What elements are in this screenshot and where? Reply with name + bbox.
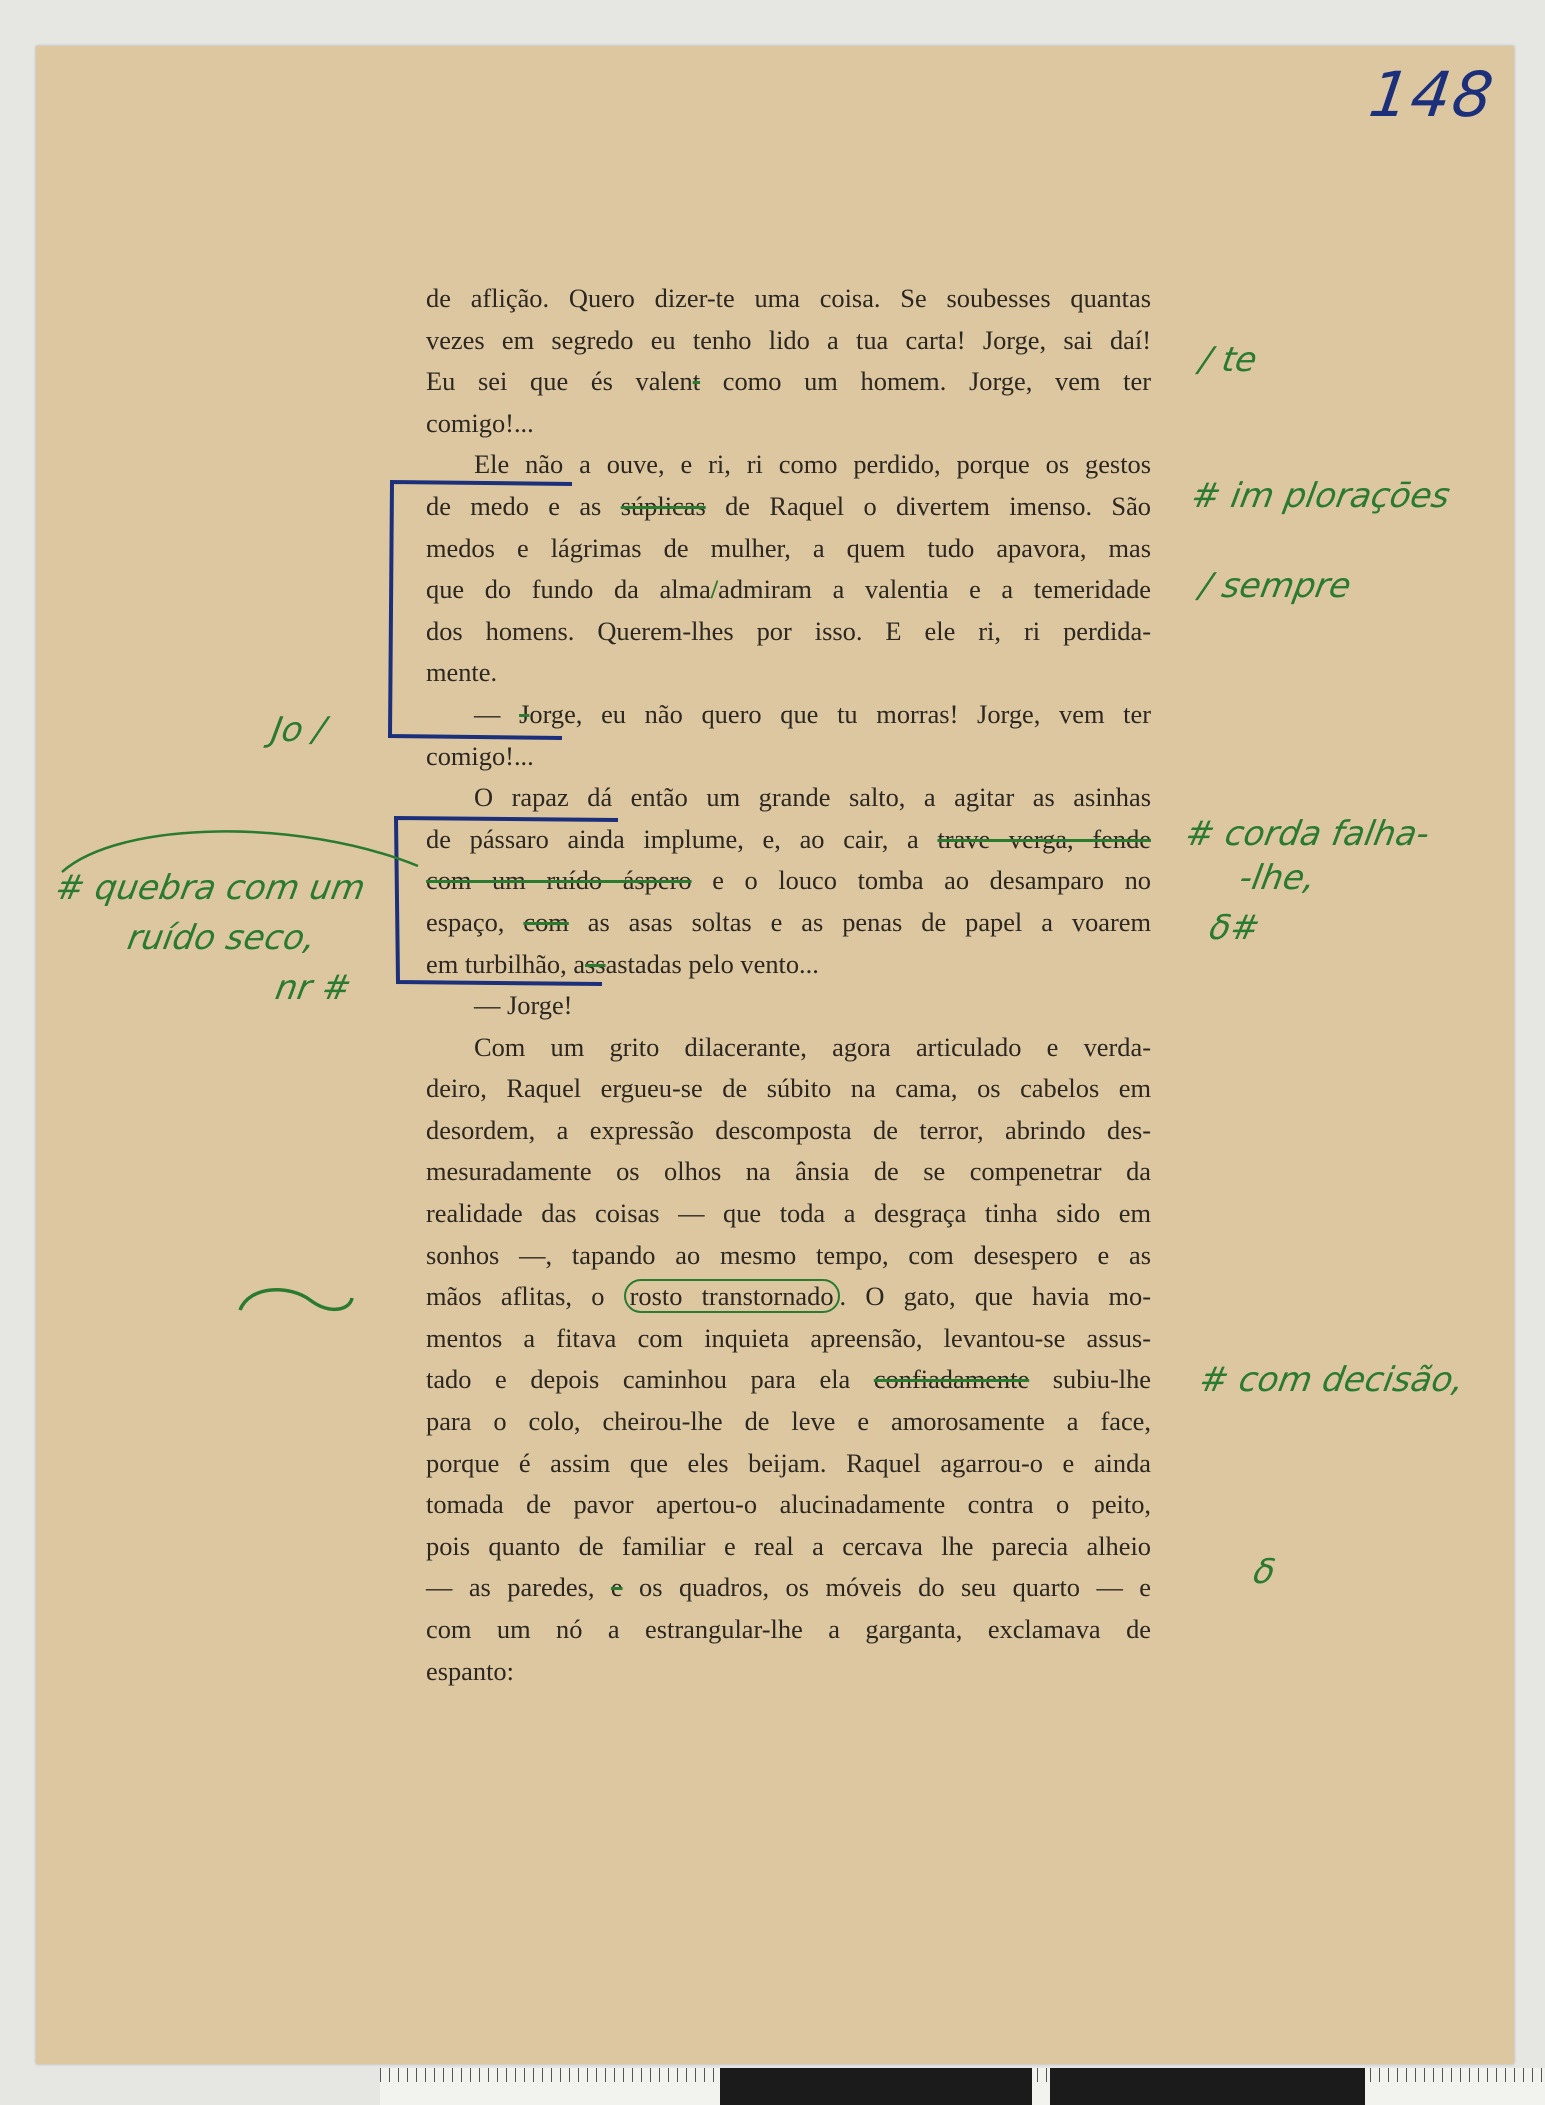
struck-phrase: trave verga, fende	[937, 823, 1151, 854]
page-number: 148	[1364, 58, 1500, 131]
margin-note-corda-2: -lhe,	[1236, 858, 1319, 898]
margin-note-decisao: # com decisão,	[1196, 1360, 1468, 1400]
transpose-squiggle-icon	[240, 1290, 352, 1310]
text-line: comigo!...	[426, 740, 534, 771]
text-line: mãos aflitas, o rosto transtornado . O gato, que havia mo-	[426, 1281, 1151, 1312]
green-guide-line	[62, 831, 418, 872]
text-line: tomada de pavor apertou-o alucinadamente contra o peito,	[426, 1489, 1151, 1520]
struck-letter: t	[692, 366, 701, 397]
text-line: porque é assim que eles beijam. Raquel agarrou-o e ainda	[426, 1447, 1151, 1478]
ruler-black-segment	[720, 2068, 1032, 2105]
text-line: Com um grito dilacerante, agora articulado e verda-	[474, 1031, 1151, 1062]
text-line: de pássaro ainda implume, e, ao cair, a trave verga, fende	[426, 823, 1151, 854]
struck-letter: J	[519, 698, 530, 729]
struck-letter: e	[610, 1572, 623, 1603]
text-line: vezes em segredo eu tenho lido a tua carta! Jorge, sai daí!	[426, 324, 1151, 355]
circled-phrase: rosto transtornado	[624, 1279, 840, 1313]
struck-word: confiadamente	[873, 1364, 1030, 1395]
text-line: mesuradamente os olhos na ânsia de se compenetrar da	[426, 1156, 1151, 1187]
text-line: tado e depois caminhou para ela confiadamente subiu-lhe	[426, 1364, 1151, 1395]
text-line: O rapaz dá então um grande salto, a agitar as asinhas	[474, 782, 1151, 813]
text-line: mentos a fitava com inquieta apreensão, levantou-se assus-	[426, 1322, 1151, 1353]
text-line: espaço, com as asas soltas e as penas de papel a voarem	[426, 906, 1152, 937]
struck-letters: ss	[585, 948, 606, 979]
text-line: Eu sei que és valent como um homem. Jorge, vem ter	[426, 366, 1151, 397]
text-line: com um ruído áspero e o louco tomba ao desamparo no	[426, 865, 1151, 896]
text-line: sonhos —, tapando ao mesmo tempo, com desespero e as	[426, 1239, 1151, 1270]
blue-bracket-2	[396, 818, 618, 984]
text-line: espanto:	[426, 1655, 514, 1686]
blue-bracket-1	[390, 482, 572, 738]
text-line: desordem, a expressão descomposta de terror, abrindo des-	[426, 1114, 1151, 1145]
text-line: — as paredes, e os quadros, os móveis do seu quarto — e	[426, 1572, 1151, 1603]
text-line: medos e lágrimas de mulher, a quem tudo apavora, mas	[426, 532, 1151, 563]
scale-ruler	[380, 2068, 1545, 2105]
insertion-mark: /	[710, 574, 719, 605]
text-line: de medo e as súplicas de Raquel o divertem imenso. São	[426, 490, 1151, 521]
margin-note-te: / te	[1196, 340, 1261, 380]
text-line: pois quanto de familiar e real a cercava lhe parecia alheio	[426, 1530, 1151, 1561]
margin-note-quebra-1: # quebra com um	[52, 868, 369, 908]
margin-note-hash: δ#	[1206, 908, 1263, 948]
struck-phrase: com um ruído áspero	[426, 865, 692, 896]
margin-note-quebra-2: ruído seco,	[124, 918, 319, 958]
text-line: Ele não a ouve, e ri, ri como perdido, porque os gestos	[474, 449, 1151, 480]
text-line: realidade das coisas — que toda a desgraça tinha sido em	[426, 1198, 1151, 1229]
text-line: mente.	[426, 657, 498, 688]
margin-note-jo: Jo /	[268, 710, 329, 750]
text-line: — Jorge!	[474, 990, 573, 1021]
margin-note-corda: # corda falha-	[1182, 814, 1433, 854]
margin-note-imploracoes: # im ploraçōes	[1188, 476, 1453, 516]
ruler-black-segment	[1050, 2068, 1365, 2105]
text-line: com um nó a estrangular-lhe a garganta, exclamava de	[426, 1614, 1151, 1644]
text-line: comigo!...	[426, 407, 534, 438]
text-line: que do fundo da alma/admiram a valentia e a temeridade	[426, 574, 1151, 605]
text-line: em turbilhão, assastadas pelo vento...	[426, 948, 819, 979]
text-line: — Jorge, eu não quero que tu morras! Jorge, vem ter	[474, 698, 1151, 729]
margin-note-quebra-3: nr #	[272, 968, 355, 1008]
margin-note-delta: δ	[1250, 1552, 1279, 1592]
struck-word: súplicas	[620, 490, 706, 521]
text-line: de aflição. Quero dizer-te uma coisa. Se soubesses quantas	[426, 283, 1151, 313]
text-line: deiro, Raquel ergueu-se de súbito na cama, os cabelos em	[426, 1073, 1151, 1104]
text-line: para o colo, cheirou-lhe de leve e amorosamente a face,	[426, 1406, 1151, 1437]
struck-word: com	[523, 906, 569, 937]
margin-note-sempre: / sempre	[1196, 566, 1355, 606]
text-line: dos homens. Querem-lhes por isso. E ele ri, ri perdida-	[426, 615, 1151, 646]
